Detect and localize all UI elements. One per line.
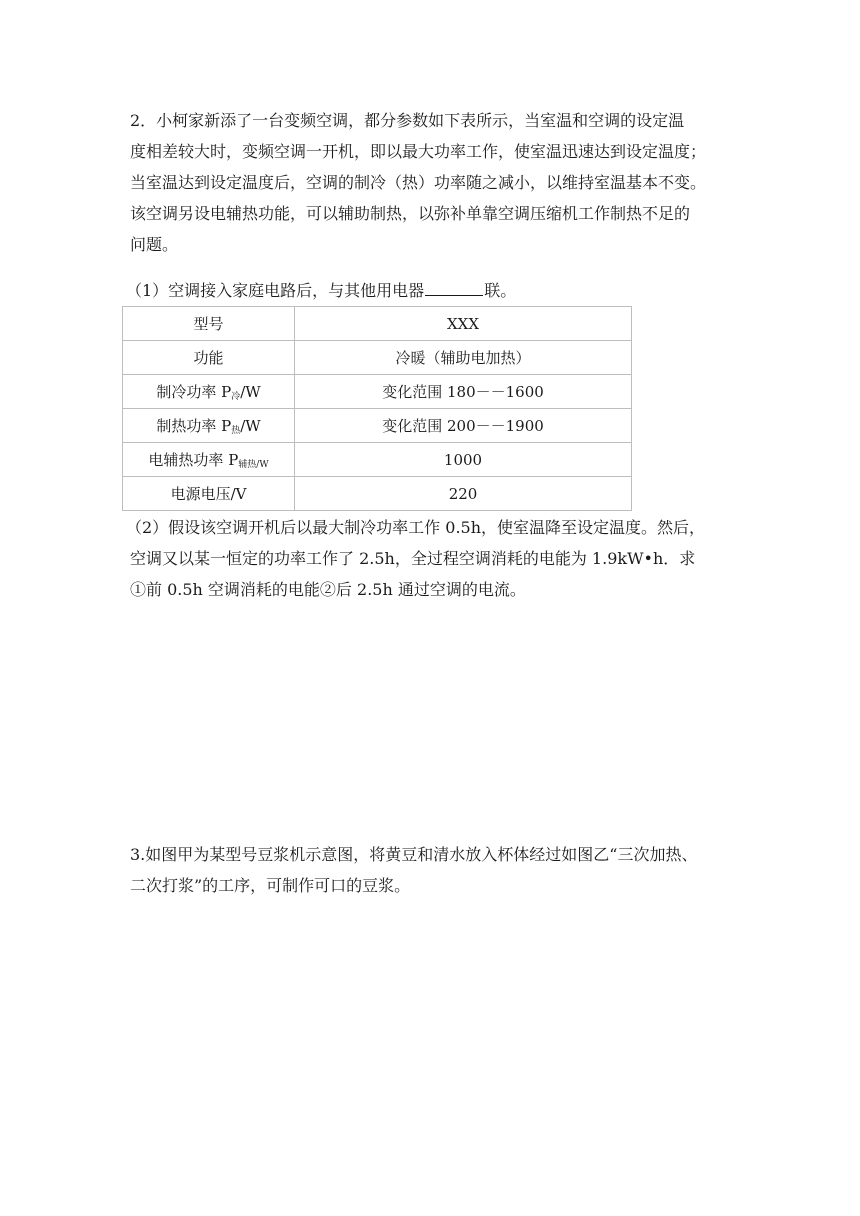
part-2-line: ①前 0.5h 空调消耗的电能②后 2.5h 通过空调的电流。 — [130, 580, 526, 599]
question-2-line: 问题。 — [130, 235, 179, 254]
part-2-line: 空调又以某一恒定的功率工作了 2.5h，全过程空调消耗的电能为 1.9kW•h．求 — [130, 549, 696, 568]
table-row — [123, 409, 632, 443]
question-3 — [130, 839, 740, 901]
question-3-line: 3.如图甲为某型号豆浆机示意图，将黄豆和清水放入杯体经过如图乙“三次加热、 — [130, 845, 698, 864]
question-2-line: 度相差较大时，变频空调一开机，即以最大功率工作，使室温迅速达到设定温度； — [130, 142, 707, 161]
part-1-text-after: 联。 — [484, 281, 517, 300]
table-cell-label: 电源电压/V — [123, 477, 295, 511]
table-cell-label: 制热功率 $P_热/W$ — [123, 409, 295, 443]
table-cell-label: 型号 — [123, 307, 295, 341]
subscript: 冷 — [231, 392, 241, 402]
parameter-table — [122, 306, 632, 511]
question-3-line: 二次打浆”的工序，可制作可口的豆浆。 — [130, 876, 411, 895]
subscript: 辅热/W — [238, 460, 269, 470]
table-row — [123, 307, 632, 341]
table-row — [123, 443, 632, 477]
table-cell-value: XXX — [295, 307, 632, 341]
table-cell-label: 电辅热功率 $P_{辅热/W}$ — [123, 443, 295, 477]
question-2-intro — [130, 105, 740, 260]
table-cell-value: 220 — [295, 477, 632, 511]
table-row — [123, 341, 632, 375]
table-row — [123, 375, 632, 409]
part-1-text-before: （1）空调接入家庭电路后，与其他用电器 — [126, 281, 425, 300]
question-2-part-1 — [126, 275, 736, 306]
table-row — [123, 477, 632, 511]
table-cell-label: 制冷功率 $P_冷/W$ — [123, 375, 295, 409]
question-2-line: 当室温达到设定温度后，空调的制冷（热）功率随之减小，以维持室温基本不变。 — [130, 173, 707, 192]
table-cell-label: 功能 — [123, 341, 295, 375]
table-cell-value: 变化范围 180－－1600 — [295, 375, 632, 409]
table-cell-value: 冷暖（辅助电加热） — [295, 341, 632, 375]
question-2-part-2 — [126, 512, 736, 605]
question-2-line: 该空调另设电辅热功能，可以辅助制热，以弥补单靠空调压缩机工作制热不足的 — [130, 204, 691, 223]
part-2-line: （2）假设该空调开机后以最大制冷功率工作 0.5h，使室温降至设定温度。然后， — [126, 518, 706, 537]
table-cell-value: 1000 — [295, 443, 632, 477]
table-cell-value: 变化范围 200－－1900 — [295, 409, 632, 443]
question-2-line: 2．小柯家新添了一台变频空调，都分参数如下表所示，当室温和空调的设定温 — [130, 111, 685, 130]
subscript: 热 — [231, 426, 241, 436]
answer-blank — [425, 278, 483, 296]
